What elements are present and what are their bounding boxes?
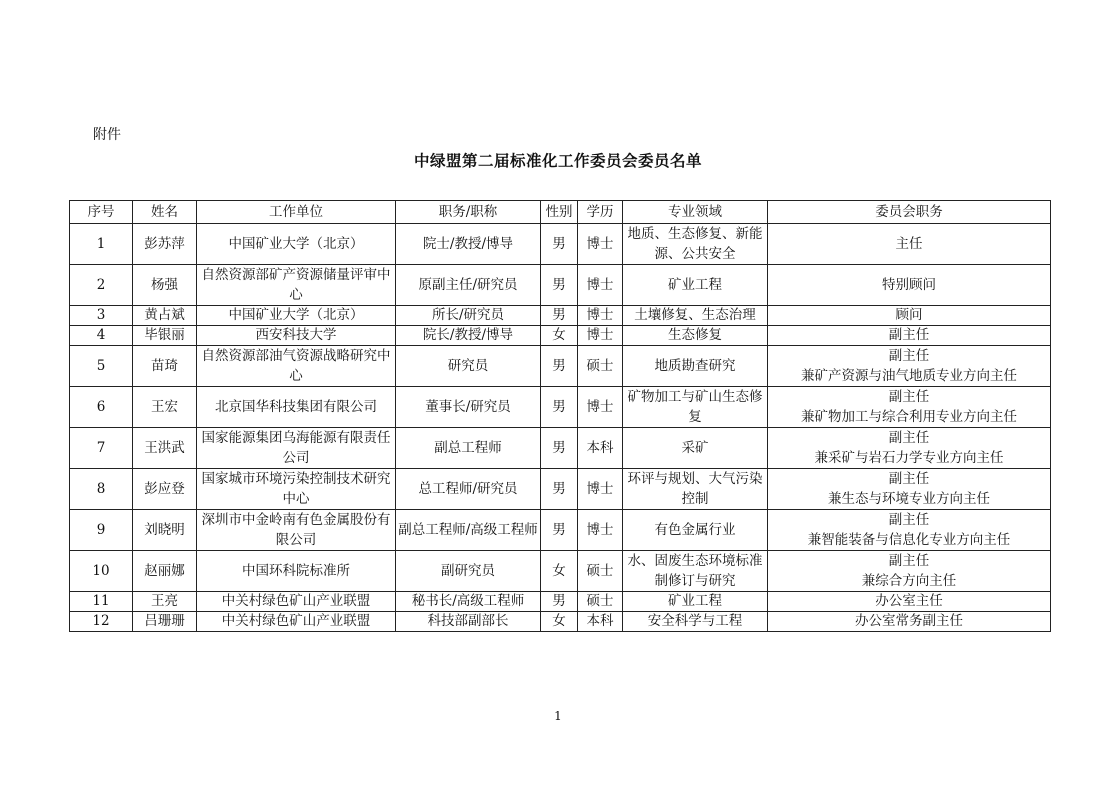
cell-no: 11	[70, 592, 133, 612]
role-secondary: 兼矿产资源与油气地质专业方向主任	[801, 368, 1017, 384]
header-unit: 工作单位	[197, 201, 396, 224]
cell-unit: 中关村绿色矿山产业联盟	[197, 612, 396, 632]
role-primary: 副主任	[888, 553, 930, 569]
role-secondary: 兼采矿与岩石力学专业方向主任	[814, 450, 1004, 466]
cell-gender: 男	[541, 510, 578, 551]
cell-education: 本科	[578, 612, 623, 632]
cell-field: 有色金属行业	[623, 510, 768, 551]
header-no: 序号	[70, 201, 133, 224]
table-row	[70, 306, 1051, 326]
attachment-label: 附件	[93, 127, 121, 143]
cell-field: 采矿	[623, 428, 768, 469]
committee-member-table	[69, 200, 1051, 632]
cell-unit: 西安科技大学	[197, 326, 396, 346]
cell-role: 副主任	[768, 326, 1051, 346]
cell-unit: 自然资源部油气资源战略研究中心	[197, 346, 396, 387]
table-row	[70, 428, 1051, 469]
cell-field: 矿业工程	[623, 265, 768, 306]
cell-title: 副总工程师/高级工程师	[396, 510, 541, 551]
cell-no: 7	[70, 428, 133, 469]
cell-title: 所长/研究员	[396, 306, 541, 326]
cell-gender: 女	[541, 326, 578, 346]
table-row	[70, 387, 1051, 428]
cell-name: 刘晓明	[133, 510, 197, 551]
cell-role	[768, 551, 1051, 592]
cell-field: 地质、生态修复、新能源、公共安全	[623, 224, 768, 265]
table-row	[70, 469, 1051, 510]
cell-unit: 深圳市中金岭南有色金属股份有限公司	[197, 510, 396, 551]
cell-title: 董事长/研究员	[396, 387, 541, 428]
cell-gender: 男	[541, 306, 578, 326]
cell-title: 总工程师/研究员	[396, 469, 541, 510]
cell-education: 博士	[578, 510, 623, 551]
role-primary: 副主任	[888, 471, 930, 487]
role-secondary: 兼生态与环境专业方向主任	[828, 491, 990, 507]
cell-name: 黄占斌	[133, 306, 197, 326]
cell-field: 安全科学与工程	[623, 612, 768, 632]
cell-title: 科技部副部长	[396, 612, 541, 632]
cell-no: 3	[70, 306, 133, 326]
cell-no: 12	[70, 612, 133, 632]
cell-title: 研究员	[396, 346, 541, 387]
cell-role: 特别顾问	[768, 265, 1051, 306]
cell-field: 土壤修复、生态治理	[623, 306, 768, 326]
table-row	[70, 551, 1051, 592]
cell-name: 王洪武	[133, 428, 197, 469]
header-name: 姓名	[133, 201, 197, 224]
cell-name: 赵丽娜	[133, 551, 197, 592]
role-primary: 副主任	[888, 389, 930, 405]
cell-education: 博士	[578, 326, 623, 346]
header-role: 委员会职务	[768, 201, 1051, 224]
cell-unit: 中国矿业大学（北京）	[197, 224, 396, 265]
page-number: 1	[554, 709, 562, 723]
document-title: 中绿盟第二届标准化工作委员会委员名单	[413, 151, 702, 170]
cell-title: 院长/教授/博导	[396, 326, 541, 346]
cell-role	[768, 387, 1051, 428]
cell-no: 9	[70, 510, 133, 551]
role-secondary: 兼智能装备与信息化专业方向主任	[807, 532, 1011, 548]
cell-title: 秘书长/高级工程师	[396, 592, 541, 612]
cell-no: 6	[70, 387, 133, 428]
cell-unit: 中国矿业大学（北京）	[197, 306, 396, 326]
cell-education: 本科	[578, 428, 623, 469]
header-title: 职务/职称	[396, 201, 541, 224]
cell-title: 副研究员	[396, 551, 541, 592]
cell-unit: 北京国华科技集团有限公司	[197, 387, 396, 428]
cell-role: 顾问	[768, 306, 1051, 326]
cell-title: 院士/教授/博导	[396, 224, 541, 265]
table-row	[70, 224, 1051, 265]
role-primary: 副主任	[888, 430, 930, 446]
cell-gender: 女	[541, 551, 578, 592]
cell-unit: 国家能源集团乌海能源有限责任公司	[197, 428, 396, 469]
cell-gender: 男	[541, 592, 578, 612]
cell-field: 水、固废生态环境标准制修订与研究	[623, 551, 768, 592]
cell-gender: 男	[541, 224, 578, 265]
cell-name: 彭苏萍	[133, 224, 197, 265]
cell-name: 苗琦	[133, 346, 197, 387]
cell-role: 主任	[768, 224, 1051, 265]
cell-field: 地质勘查研究	[623, 346, 768, 387]
cell-unit: 国家城市环境污染控制技术研究中心	[197, 469, 396, 510]
cell-role	[768, 469, 1051, 510]
cell-field: 矿业工程	[623, 592, 768, 612]
role-primary: 副主任	[888, 348, 930, 364]
cell-name: 毕银丽	[133, 326, 197, 346]
table-header-row	[70, 201, 1051, 224]
cell-gender: 男	[541, 265, 578, 306]
cell-role: 办公室常务副主任	[768, 612, 1051, 632]
cell-role	[768, 428, 1051, 469]
header-education: 学历	[578, 201, 623, 224]
cell-education: 博士	[578, 469, 623, 510]
cell-name: 王宏	[133, 387, 197, 428]
cell-gender: 男	[541, 387, 578, 428]
cell-no: 5	[70, 346, 133, 387]
cell-unit: 自然资源部矿产资源储量评审中心	[197, 265, 396, 306]
table-row	[70, 510, 1051, 551]
table-row	[70, 592, 1051, 612]
cell-education: 硕士	[578, 551, 623, 592]
cell-education: 硕士	[578, 346, 623, 387]
table-row	[70, 346, 1051, 387]
cell-unit: 中关村绿色矿山产业联盟	[197, 592, 396, 612]
cell-education: 博士	[578, 265, 623, 306]
cell-title: 原副主任/研究员	[396, 265, 541, 306]
cell-title: 副总工程师	[396, 428, 541, 469]
cell-name: 杨强	[133, 265, 197, 306]
cell-no: 2	[70, 265, 133, 306]
role-primary: 副主任	[888, 512, 930, 528]
header-field: 专业领域	[623, 201, 768, 224]
cell-field: 矿物加工与矿山生态修复	[623, 387, 768, 428]
cell-field: 生态修复	[623, 326, 768, 346]
cell-name: 王亮	[133, 592, 197, 612]
table-row	[70, 612, 1051, 632]
cell-education: 博士	[578, 306, 623, 326]
role-secondary: 兼综合方向主任	[861, 573, 957, 589]
cell-name: 吕珊珊	[133, 612, 197, 632]
cell-role	[768, 510, 1051, 551]
cell-role: 办公室主任	[768, 592, 1051, 612]
cell-gender: 男	[541, 428, 578, 469]
cell-no: 10	[70, 551, 133, 592]
cell-role	[768, 346, 1051, 387]
cell-education: 博士	[578, 224, 623, 265]
table-row	[70, 326, 1051, 346]
cell-no: 1	[70, 224, 133, 265]
role-secondary: 兼矿物加工与综合利用专业方向主任	[801, 409, 1017, 425]
cell-gender: 女	[541, 612, 578, 632]
cell-education: 硕士	[578, 592, 623, 612]
cell-gender: 男	[541, 346, 578, 387]
cell-unit: 中国环科院标准所	[197, 551, 396, 592]
header-gender: 性别	[541, 201, 578, 224]
cell-no: 4	[70, 326, 133, 346]
cell-gender: 男	[541, 469, 578, 510]
cell-field: 环评与规划、大气污染控制	[623, 469, 768, 510]
cell-education: 博士	[578, 387, 623, 428]
cell-name: 彭应登	[133, 469, 197, 510]
table-row	[70, 265, 1051, 306]
cell-no: 8	[70, 469, 133, 510]
